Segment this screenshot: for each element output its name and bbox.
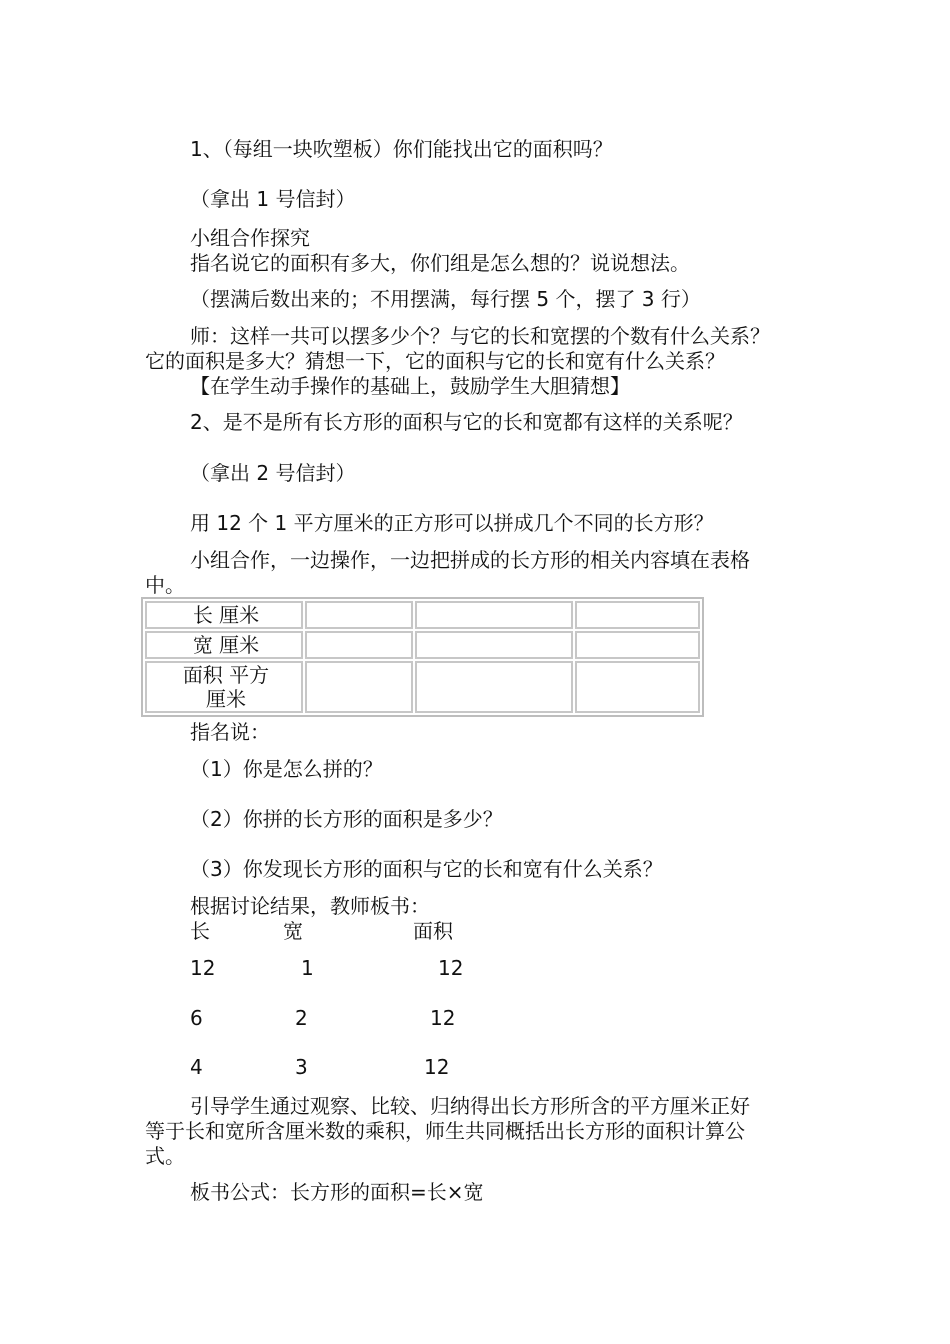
table-cell bbox=[575, 601, 700, 629]
board-cell: 12 bbox=[438, 956, 464, 980]
paragraph-formula: 板书公式：长方形的面积=长×宽 bbox=[190, 1180, 484, 1204]
board-header-area: 面积 bbox=[413, 919, 453, 943]
paragraph-answer: （摆满后数出来的；不用摆满，每行摆 5 个，摆了 3 行） bbox=[190, 287, 701, 311]
paragraph-1: 1、（每组一块吹塑板）你们能找出它的面积吗？ bbox=[190, 137, 613, 161]
table-cell bbox=[415, 631, 573, 659]
table-cell bbox=[305, 661, 413, 713]
paragraph-ask: 指名说它的面积有多大，你们组是怎么想的？说说想法。 bbox=[190, 251, 690, 275]
question-3: （3）你发现长方形的面积与它的长和宽有什么关系？ bbox=[190, 857, 663, 881]
paragraph-summary: 引导学生通过观察、比较、归纳得出长方形所含的平方厘米正好 bbox=[190, 1094, 750, 1118]
paragraph-note: 【在学生动手操作的基础上，鼓励学生大胆猜想】 bbox=[190, 374, 630, 398]
paragraph-call: 指名说： bbox=[190, 720, 270, 744]
board-header-width: 宽 bbox=[283, 919, 303, 943]
fill-table bbox=[141, 597, 704, 717]
paragraph-teacher-cont: 它的面积是多大？猜想一下，它的面积与它的长和宽有什么关系？ bbox=[145, 349, 725, 373]
board-cell: 12 bbox=[430, 1006, 456, 1030]
paragraph-summary-end: 式。 bbox=[145, 1144, 185, 1168]
table-row bbox=[145, 631, 700, 659]
table-label-area bbox=[145, 661, 303, 713]
table-cell bbox=[575, 661, 700, 713]
paragraph-fill-table: 小组合作，一边操作，一边把拼成的长方形的相关内容填在表格 bbox=[190, 548, 750, 572]
table-cell bbox=[305, 631, 413, 659]
question-1: （1）你是怎么拼的？ bbox=[190, 757, 383, 781]
table-cell bbox=[415, 661, 573, 713]
paragraph-envelope-1: （拿出 1 号信封） bbox=[190, 187, 356, 211]
table-label-area-line1: 面积 平方 bbox=[182, 663, 270, 687]
table-label-length: 长 厘米 bbox=[145, 601, 303, 629]
board-cell: 1 bbox=[301, 956, 314, 980]
table-label-width: 宽 厘米 bbox=[145, 631, 303, 659]
paragraph-envelope-2: （拿出 2 号信封） bbox=[190, 461, 356, 485]
question-2: （2）你拼的长方形的面积是多少？ bbox=[190, 807, 503, 831]
table-row bbox=[145, 601, 700, 629]
board-cell: 12 bbox=[190, 956, 216, 980]
board-cell: 12 bbox=[424, 1055, 450, 1079]
paragraph-fill-table-cont: 中。 bbox=[145, 573, 185, 597]
paragraph-board: 根据讨论结果，教师板书： bbox=[190, 894, 430, 918]
paragraph-squares: 用 12 个 1 平方厘米的正方形可以拼成几个不同的长方形？ bbox=[190, 511, 714, 535]
table-row bbox=[145, 661, 700, 713]
board-header-length: 长 bbox=[190, 919, 210, 943]
board-cell: 2 bbox=[295, 1006, 308, 1030]
table-cell bbox=[305, 601, 413, 629]
paragraph-summary-cont: 等于长和宽所含厘米数的乘积，师生共同概括出长方形的面积计算公 bbox=[145, 1119, 745, 1143]
paragraph-2: 2、是不是所有长方形的面积与它的长和宽都有这样的关系呢？ bbox=[190, 410, 743, 434]
paragraph-group-explore: 小组合作探究 bbox=[190, 226, 310, 250]
board-cell: 3 bbox=[295, 1055, 308, 1079]
table-cell bbox=[415, 601, 573, 629]
board-cell: 6 bbox=[190, 1006, 203, 1030]
paragraph-teacher: 师：这样一共可以摆多少个？与它的长和宽摆的个数有什么关系？ bbox=[190, 324, 770, 348]
board-cell: 4 bbox=[190, 1055, 203, 1079]
table-label-area-line2: 厘米 bbox=[206, 687, 246, 711]
table-cell bbox=[575, 631, 700, 659]
